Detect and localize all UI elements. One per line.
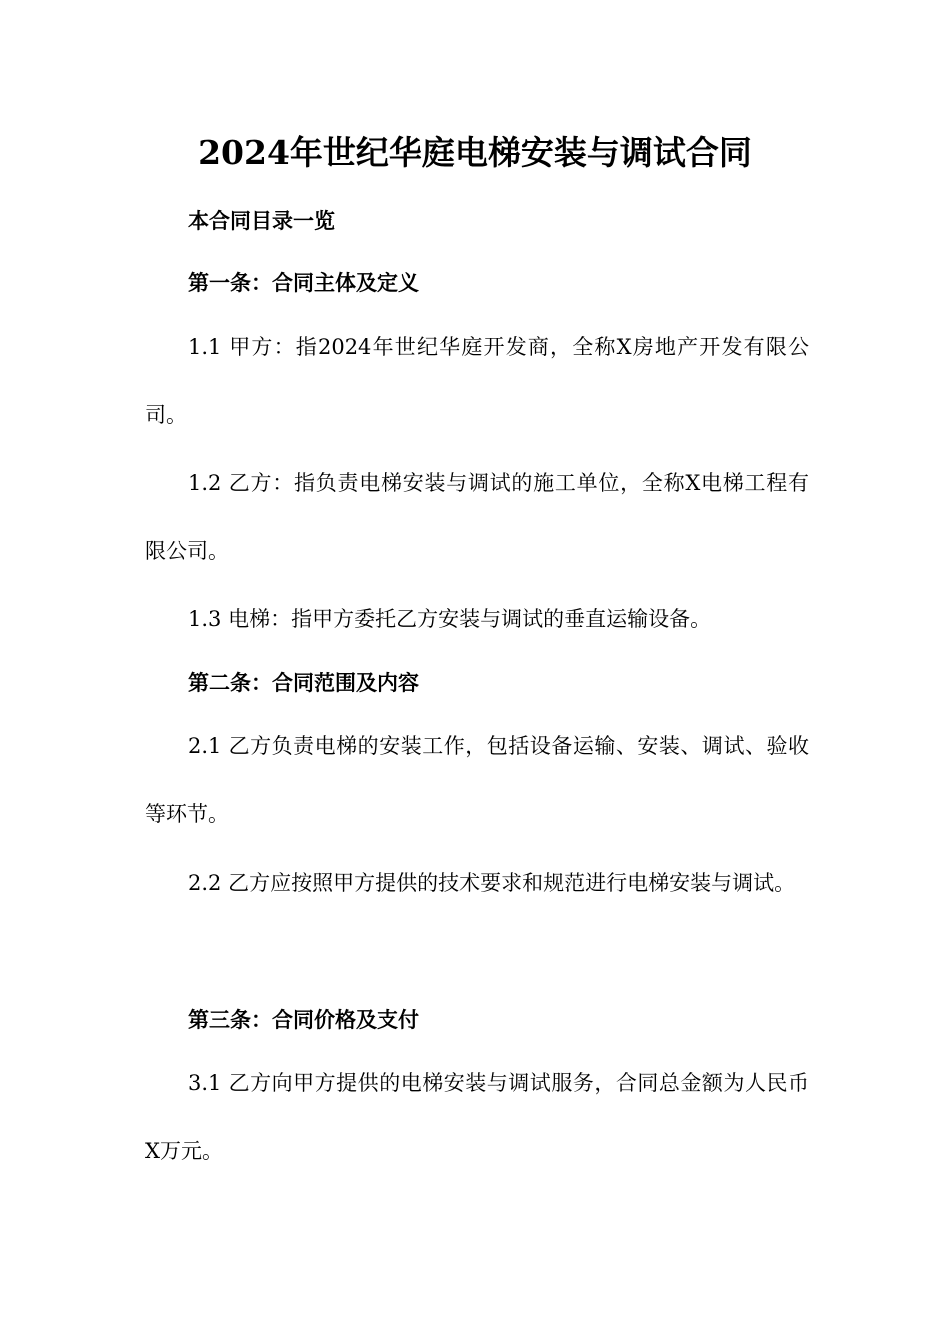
clause-1-1: 1.1 甲方：指2024年世纪华庭开发商，全称X房地产开发有限公司。: [145, 335, 809, 427]
section-heading-3: 第三条：合同价格及支付: [188, 1008, 419, 1032]
clause-2-2: 2.2 乙方应按照甲方提供的技术要求和规范进行电梯安装与调试。: [188, 871, 796, 895]
document-title: 2024年世纪华庭电梯安装与调试合同: [198, 133, 752, 172]
clause-2-1: 2.1 乙方负责电梯的安装工作，包括设备运输、安装、调试、验收等环节。: [145, 734, 809, 826]
clause-1-2: 1.2 乙方：指负责电梯安装与调试的施工单位，全称X电梯工程有限公司。: [145, 471, 809, 563]
clause-3-1: 3.1 乙方向甲方提供的电梯安装与调试服务，合同总金额为人民币X万元。: [145, 1071, 809, 1163]
clause-1-3: 1.3 电梯：指甲方委托乙方安装与调试的垂直运输设备。: [188, 607, 712, 631]
section-heading-1: 第一条：合同主体及定义: [188, 271, 419, 295]
section-heading-2: 第二条：合同范围及内容: [188, 671, 419, 695]
toc-heading: 本合同目录一览: [188, 209, 335, 233]
